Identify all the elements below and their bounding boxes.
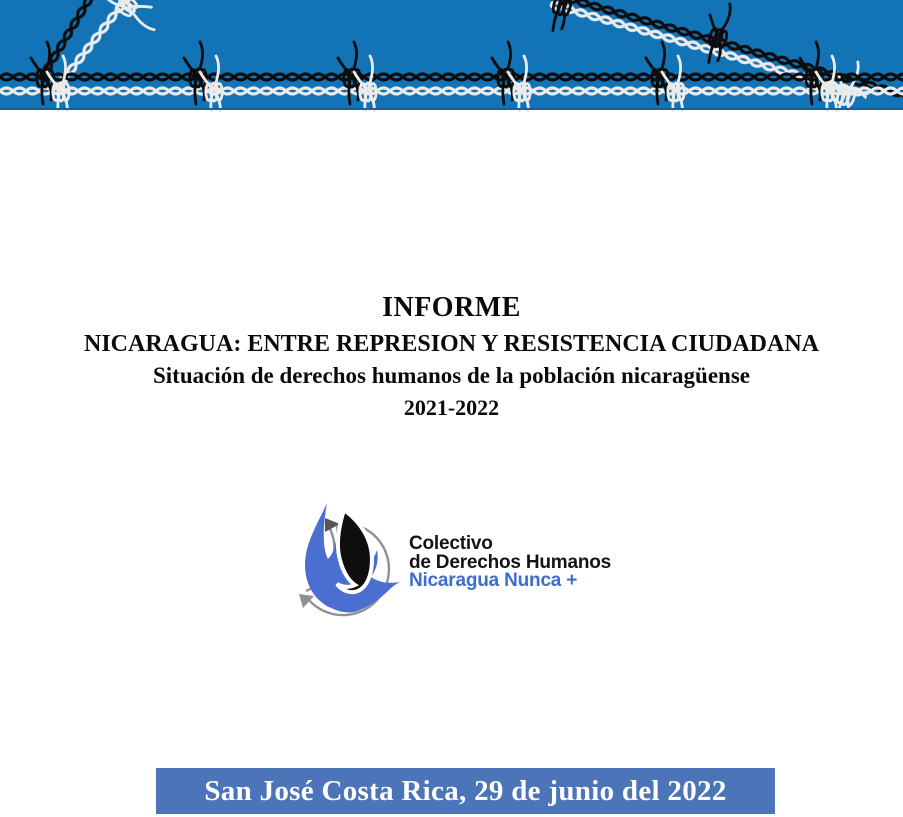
barbed-wire-illustration [0, 0, 903, 112]
organization-name [406, 495, 611, 591]
flame-drop-circle-icon [292, 495, 406, 620]
organization-logo [0, 495, 903, 620]
org-name-line1: Colectivo [408, 533, 493, 554]
org-name-line3: Nicaragua Nunca + [408, 570, 578, 591]
date-bar [156, 768, 775, 814]
report-title: INFORME [382, 292, 521, 323]
report-subtitle: NICARAGUA: ENTRE REPRESION Y RESISTENCIA CIUDADANA [84, 331, 819, 357]
barbed-wire-banner [0, 0, 903, 112]
date-text: San José Costa Rica, 29 de junio del 2022 [204, 774, 727, 807]
title-block [0, 288, 903, 423]
report-period: 2021-2022 [403, 395, 500, 420]
report-description: Situación de derechos humanos de la población nicaragüense [152, 363, 750, 388]
org-name-line2: de Derechos Humanos [408, 551, 612, 573]
